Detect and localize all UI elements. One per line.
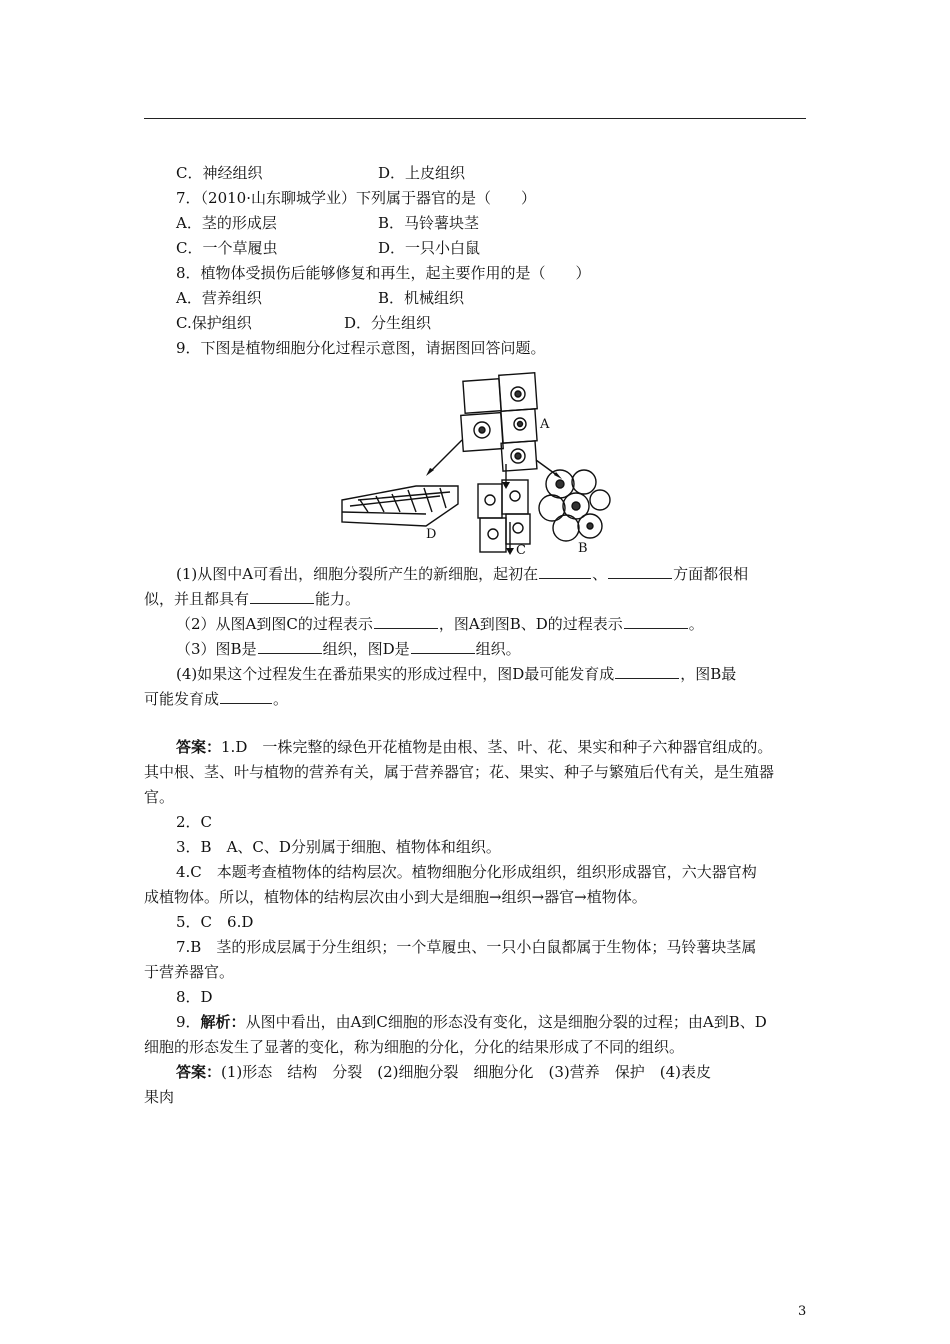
label-c: C <box>516 543 526 556</box>
cell-cluster-a <box>461 373 537 471</box>
option-c: C.保护组织 <box>176 314 252 332</box>
page-number: 3 <box>798 1304 807 1319</box>
option-a: A．营养组织 <box>176 289 262 307</box>
answer-9-analysis-line2: 细胞的形态发生了显著的变化，称为细胞的分化，分化的结果形成了不同的组织。 <box>144 1038 685 1056</box>
option-d: D．一只小白鼠 <box>378 239 481 257</box>
option-b: B．机械组织 <box>378 289 465 307</box>
answer-7-line2: 于营养器官。 <box>144 963 235 981</box>
answer-3: 3．B A、C、D分别属于细胞、植物体和组织。 <box>176 838 501 856</box>
answer-blank[interactable] <box>615 663 679 679</box>
q7-options-cd <box>176 238 481 258</box>
answer-4-line2: 成植物体。所以，植物体的结构层次由小到大是细胞→组织→器官→植物体。 <box>144 888 647 906</box>
answer-1-line3: 官。 <box>144 788 175 806</box>
option-d: D．分生组织 <box>344 314 432 332</box>
answer-blank[interactable] <box>539 563 591 579</box>
q8-options-ab <box>176 288 465 308</box>
q7-options-ab <box>176 213 480 233</box>
subq-3: （3）图B是 组织，图D是 组织。 <box>176 640 521 658</box>
q6-options <box>176 163 466 183</box>
protective-tissue-d <box>342 486 458 526</box>
dividing-cells-c <box>478 480 530 552</box>
subq-1-line1: (1)从图中A可看出，细胞分裂所产生的新细胞，起初在 、 方面都很相 <box>176 565 749 583</box>
q8-stem: 8．植物体受损伤后能够修复和再生，起主要作用的是（ ） <box>176 264 591 282</box>
answer-blank[interactable] <box>374 613 438 629</box>
answer-1-line2: 其中根、茎、叶与植物的营养有关，属于营养器官；花、果实、种子与繁殖后代有关，是生殖器 <box>144 763 775 781</box>
answer-9-analysis: 9．解析：从图中看出，由A到C细胞的形态没有变化，这是细胞分裂的过程；由A到B、D <box>176 1013 767 1031</box>
option-a: A．茎的形成层 <box>176 214 277 232</box>
answer-9-key-line2: 果肉 <box>144 1088 175 1106</box>
answer-7-line1: 7.B 茎的形成层属于分生组织；一个草履虫、一只小白鼠都属于生物体；马铃薯块茎属 <box>176 938 757 956</box>
option-d: D．上皮组织 <box>378 164 466 182</box>
answer-2: 2．C <box>176 813 213 831</box>
option-c: C．一个草履虫 <box>176 239 278 257</box>
answer-4-line1: 4.C 本题考查植物体的结构层次。植物细胞分化形成组织，组织形成器官，六大器官构 <box>176 863 757 881</box>
cell-differentiation-figure <box>330 372 620 556</box>
header-rule <box>144 118 806 119</box>
option-c: C．神经组织 <box>176 164 263 182</box>
answer-blank[interactable] <box>624 613 688 629</box>
answer-9-key: 答案：(1)形态 结构 分裂 (2)细胞分裂 细胞分化 (3)营养 保护 (4)表皮 <box>176 1063 712 1081</box>
answer-8: 8．D <box>176 988 213 1006</box>
answer-blank[interactable] <box>608 563 672 579</box>
option-b: B．马铃薯块茎 <box>378 214 480 232</box>
answer-1-line1: 答案：1.D 一株完整的绿色开花植物是由根、茎、叶、花、果实和种子六种器官组成的。 <box>176 738 773 756</box>
answer-blank[interactable] <box>411 638 475 654</box>
subq-1-line2: 似，并且都具有 能力。 <box>144 590 361 608</box>
subq-4-line1: (4)如果这个过程发生在番茄果实的形成过程中，图D最可能发育成 ，图B最 <box>176 665 737 683</box>
q9-stem: 9．下图是植物细胞分化过程示意图，请据图回答问题。 <box>176 339 546 357</box>
label-d: D <box>426 527 437 542</box>
subq-4-line2: 可能发育成 。 <box>144 690 289 708</box>
label-a: A <box>540 417 550 432</box>
answer-blank[interactable] <box>258 638 322 654</box>
label-b: B <box>578 541 588 556</box>
subq-2: （2）从图A到图C的过程表示 ，图A到图B、D的过程表示 。 <box>176 615 704 633</box>
answer-blank[interactable] <box>220 688 272 704</box>
nutrient-tissue-b <box>539 470 610 541</box>
q7-stem: 7．（2010·山东聊城学业）下列属于器官的是（ ） <box>176 189 536 207</box>
answer-blank[interactable] <box>250 588 314 604</box>
q8-options-cd <box>176 313 432 333</box>
answer-5-6: 5．C 6.D <box>176 913 254 931</box>
